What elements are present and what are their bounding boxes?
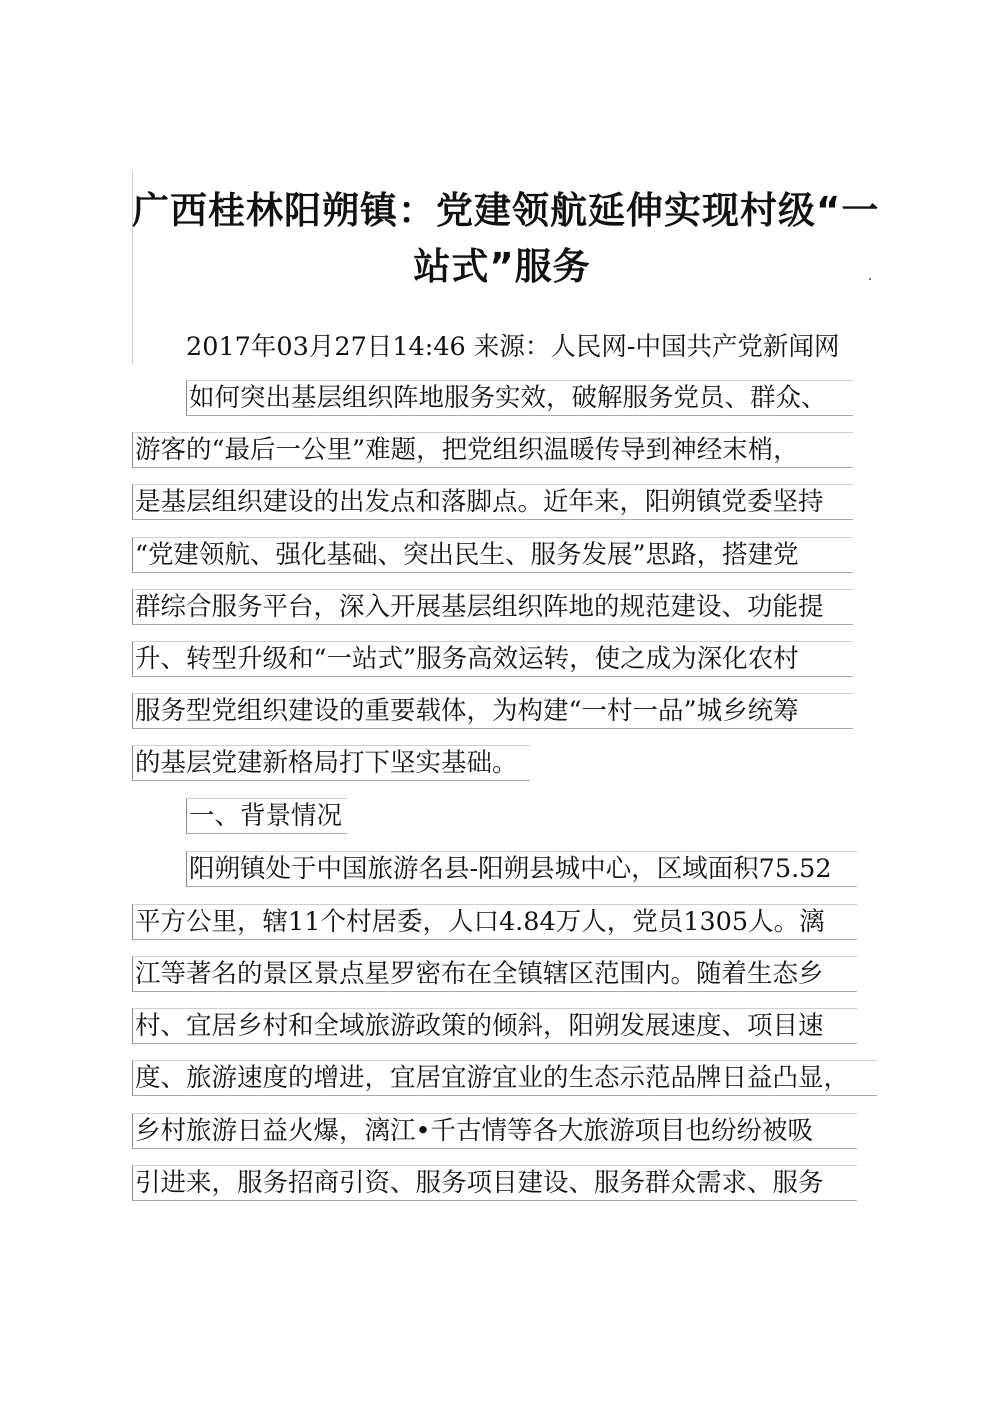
stray-mark [869, 278, 871, 280]
paragraph-1-line-7: 服务型党组织建设的重要载体，为构建“一村一品”城乡统筹 [132, 693, 853, 729]
paragraph-1-line-6: 升、转型升级和“一站式”服务高效运转，使之成为深化农村 [132, 641, 853, 677]
paragraph-1-line-3: 是基层组织建设的出发点和落脚点。近年来，阳朔镇党委坚持 [132, 484, 853, 520]
paragraph-2-line-6: 乡村旅游日益火爆，漓江•千古情等各大旅游项目也纷纷被吸 [132, 1113, 857, 1149]
paragraph-1-line-5: 群综合服务平台，深入开展基层组织阵地的规范建设、功能提 [132, 589, 853, 625]
paragraph-1-line-1: 如何突出基层组织阵地服务实效，破解服务党员、群众、 [186, 380, 853, 416]
section-heading: 一、背景情况 [186, 798, 347, 834]
paragraph-1-line-4: “党建领航、强化基础、突出民生、服务发展”思路，搭建党 [132, 537, 853, 573]
article-meta: 2017年03月27日14:46 来源：人民网-中国共产党新闻网 [186, 332, 840, 362]
paragraph-2-line-1: 阳朔镇处于中国旅游名县-阳朔县城中心，区域面积75.52 [186, 851, 857, 887]
paragraph-2-line-7: 引进来，服务招商引资、服务项目建设、服务群众需求、服务 [132, 1165, 857, 1201]
paragraph-2-line-3: 江等著名的景区景点星罗密布在全镇辖区范围内。随着生态乡 [132, 956, 857, 992]
title-line-2: 站式”服务 [413, 245, 591, 288]
title-line-1: 广西桂林阳朔镇：党建领航延伸实现村级“一 [132, 189, 880, 232]
paragraph-2-line-2: 平方公里，辖11个村居委，人口4.84万人，党员1305人。漓 [132, 904, 857, 940]
paragraph-1-line-8: 的基层党建新格局打下坚实基础。 [132, 745, 530, 781]
paragraph-1-line-2: 游客的“最后一公里”难题，把党组织温暖传导到神经末梢， [132, 432, 853, 468]
paragraph-2-line-4: 村、宜居乡村和全域旅游政策的倾斜，阳朔发展速度、项目速 [132, 1008, 857, 1044]
paragraph-2-line-5: 度、旅游速度的增进，宜居宜游宜业的生态示范品牌日益凸显， [132, 1060, 877, 1096]
